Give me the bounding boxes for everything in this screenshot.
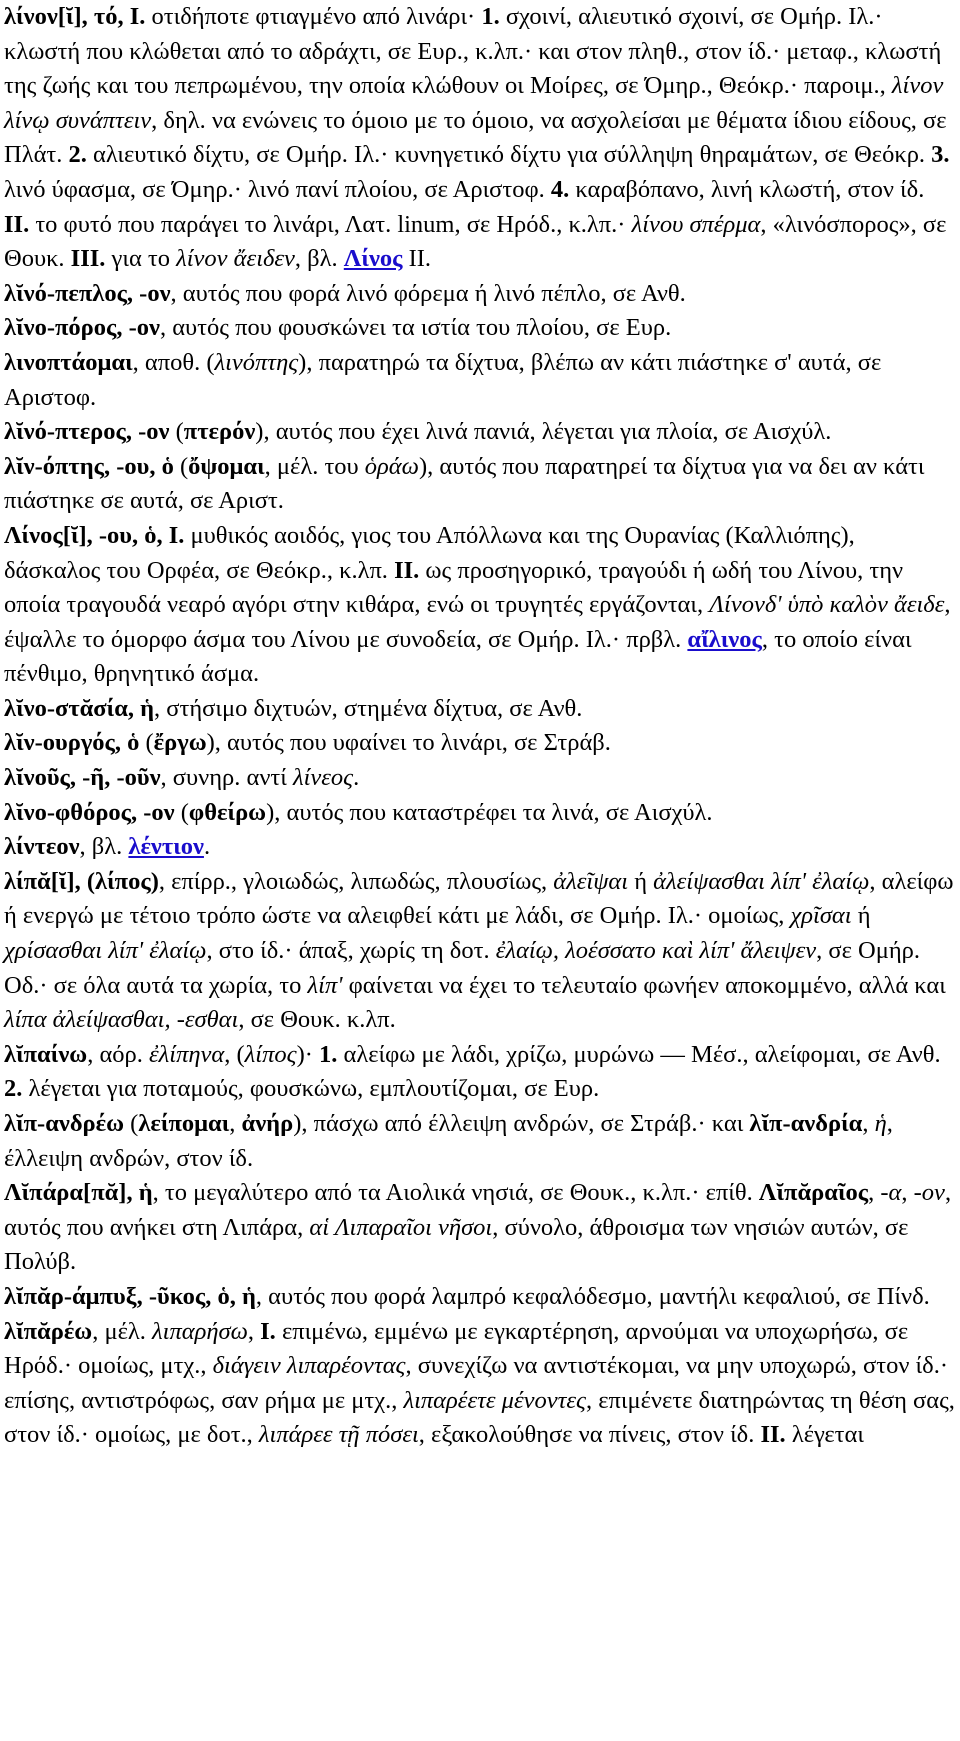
entry-headword: ἀνήρ [241, 1110, 294, 1137]
entry-headword: λῐνοῦς, -ῆ, -οῦν [4, 764, 161, 792]
entry-headword: λινοπτάομαι [4, 348, 133, 376]
entry-headword: 1. [319, 1040, 338, 1068]
dictionary-entry [4, 1107, 955, 1176]
entry-text: , αυτός που φουσκώνει τα ιστία του πλοίου, σε Ευρ. [159, 314, 672, 342]
entry-headword: λῐπαίνω [4, 1040, 88, 1068]
cross-reference-link[interactable]: Λίνος [343, 245, 403, 273]
entry-text: , μέλ. του [264, 452, 365, 480]
entry-quote: ἐλαίῳ, λοέσσατο καὶ λίπ' ἄλειψεν [495, 937, 817, 965]
entry-text: ή [851, 902, 871, 930]
entry-headword: I. [260, 1317, 276, 1345]
cross-reference-link[interactable]: αἴλινος [687, 625, 762, 653]
entry-quote: ἡ [874, 1110, 887, 1137]
entry-headword: λῐν-ουργός, ὁ [4, 729, 140, 757]
entry-headword: Λῐπᾰραῖος [758, 1179, 869, 1207]
entry-text: , βλ. [294, 245, 344, 273]
dictionary-entry [4, 277, 955, 312]
entry-quote: λιπαρέετε μένοντες [403, 1386, 586, 1414]
entry-text: ), πάσχω από έλλειψη ανδρών, σε Στράβ.· και [293, 1110, 750, 1137]
entry-headword: III. [70, 245, 106, 273]
entry-text: , σε Ομήρ. Οδ.· σε όλα αυτά τα χωρία, το [4, 937, 921, 999]
entry-text: ( [173, 452, 189, 480]
entry-quote: -α [880, 1179, 902, 1207]
entry-text: , αυτός που ανήκει στη Λιπάρα, [4, 1179, 952, 1241]
entry-text: ( [174, 798, 189, 826]
dictionary-entry [4, 1038, 955, 1107]
entry-text: , το μεγαλύτερο από τα Αιολικά νησιά, σε Θουκ., κ.λπ.· επίθ. [152, 1179, 759, 1207]
entry-text: . [203, 833, 211, 861]
entry-text: λέγεται [785, 1421, 864, 1449]
entry-text: , αυτός που φορά λαμπρό κεφαλόδεσμο, μαντήλι κεφαλιού, σε Πίνδ. [255, 1282, 930, 1310]
entry-headword: λῐπᾰρέω [4, 1317, 93, 1345]
entry-quote: λίνον ἄειδεν [176, 245, 295, 273]
entry-headword: II. [394, 556, 420, 584]
entry-headword: φθείρω [188, 798, 267, 826]
dictionary-entry [4, 830, 955, 865]
entry-text: λινό ύφασμα, σε Όμηρ.· λινό πανί πλοίου, σε Αριστοφ. [4, 175, 551, 203]
entry-headword: Λίνος[ῐ], -ου, ὁ, I. [4, 521, 185, 549]
entry-text: , [868, 1179, 881, 1207]
entry-quote: αἱ Λιπαραῖοι νῆσοι [309, 1213, 493, 1241]
entry-text: , συνεχίζω να αντιστέκομαι, να μην υποχωρώ, στον ίδ.· επίσης, αντιστρόφως, σαν ρήμα με μτχ., [4, 1352, 948, 1414]
entry-quote: λίπα ἀλείψασθαι, -εσθαι [4, 1006, 239, 1034]
entry-headword: λῐν-όπτης, -ου, ὁ [4, 452, 174, 480]
entry-text: , [247, 1317, 261, 1345]
entry-quote: λίνεος [292, 764, 354, 792]
entry-headword: 2. [68, 141, 87, 169]
entry-text: , αλείφω ή ενεργώ με τέτοιο τρόπο ώστε να αλειφθεί κάτι με λάδι, σε Ομήρ. Ιλ.· ομοίως, [4, 867, 954, 930]
entry-headword: ἔργω [153, 729, 207, 757]
entry-quote: λιπαρήσω [152, 1317, 248, 1345]
entry-quote: λίπος [244, 1040, 297, 1068]
entry-text: αλείφω με λάδι, χρίζω, μυρώνω — Μέσ., αλείφομαι, σε Ανθ. [337, 1040, 941, 1068]
dictionary-entry [4, 450, 955, 519]
entry-quote: λίνον λίνῳ συνάπτειν [4, 72, 944, 134]
dictionary-entry [4, 0, 955, 277]
entry-text: , στήσιμο διχτυών, στημένα δίχτυα, σε Ανθ. [154, 694, 583, 722]
entry-headword: λῐπ-ανδρία [749, 1110, 863, 1137]
entry-quote: ἀλείψασθαι λίπ' ἐλαίῳ [653, 867, 870, 895]
entry-text: , αυτός που φορά λινό φόρεμα ή λινό πέπλο, σε Ανθ. [170, 279, 686, 307]
entry-text: )· [296, 1040, 320, 1068]
entry-text: σχοινί, αλιευτικό σχοινί, σε Ομήρ. Ιλ.· κλωστή που κλώθεται από το αδράχτι, σε Ευρ., κ.λπ.· και στον πληθ., στον ίδ.· μεταφ., κλωστή της ζωής και του πεπρωμένου, την οποία κλώθουν οι Μοίρες, σε Όμηρ., Θεόκρ.· παροιμ., [4, 3, 942, 100]
entry-quote: διάγειν λιπαρέοντας [212, 1352, 406, 1380]
entry-headword: λῐνό-πεπλος, -ον [4, 279, 171, 307]
entry-text: για το [105, 245, 177, 273]
entry-text: , βλ. [79, 833, 129, 861]
entry-headword: πτερόν [183, 418, 256, 446]
entry-text: , έλλειψη ανδρών, στον ίδ. [4, 1110, 893, 1172]
entry-text: , αόρ. [87, 1040, 149, 1068]
entry-headword: 1. [481, 3, 500, 30]
dictionary-entry [4, 692, 955, 727]
entry-text: , [901, 1179, 914, 1207]
entry-headword: 4. [550, 175, 570, 203]
entry-text: , επίρρ., γλοιωδώς, λιπωδώς, πλουσίως, [158, 867, 554, 895]
entry-text: , αποθ. ( [132, 348, 215, 376]
entry-text: , δηλ. να ενώνεις το όμοιο με το όμοιο, να ασχολείσαι με θέματα ίδιου είδους, σε Πλάτ. [4, 106, 947, 169]
entry-text: , το οποίο είναι πένθιμο, θρηνητικό άσμα. [4, 625, 912, 688]
entry-text: λέγεται για ποταμούς, φουσκώνω, εμπλουτίζομαι, σε Ευρ. [22, 1075, 600, 1103]
entry-quote: λίνου σπέρμα [631, 210, 761, 238]
entry-headword: Λῐπάρα[πᾰ], ἡ [4, 1179, 153, 1207]
entry-quote: λίπ' [307, 971, 343, 999]
entry-text: , «λινόσπορος», σε Θουκ. [4, 210, 947, 273]
entry-quote: ἀλεῖψαι [553, 867, 629, 895]
dictionary-entry [4, 761, 955, 796]
entry-headword: λῐνο-πόρος, -ον [4, 314, 160, 342]
entry-headword: λείπομαι [138, 1110, 230, 1137]
entry-headword: λίπᾰ[ῐ], (λίπος) [4, 867, 159, 895]
entry-text: ( [139, 729, 154, 757]
dictionary-entry [4, 865, 955, 1038]
entry-quote: χρίσασθαι λίπ' ἐλαίῳ [4, 937, 207, 965]
dictionary-entry [4, 346, 955, 415]
dictionary-entry [4, 1315, 955, 1453]
entry-quote: -ον [913, 1179, 945, 1207]
entry-text: , σύνολο, άθροισμα των νησιών αυτών, σε Πολύβ. [4, 1213, 909, 1276]
entry-text: ), αυτός που καταστρέφει τα λινά, σε Αισχύλ. [266, 798, 713, 826]
entry-headword: λίντεον [4, 833, 80, 861]
entry-quote: ὁράω [364, 452, 419, 480]
entry-quote: χρῖσαι [790, 902, 852, 930]
cross-reference-link[interactable]: λέντιον [128, 833, 204, 861]
entry-text: , συνηρ. αντί [160, 764, 293, 792]
entry-headword: λῐνό-πτερος, -ον [4, 418, 170, 446]
entry-text: , ( [224, 1040, 245, 1068]
entry-text: φαίνεται να έχει το τελευταίο φωνήεν αποκομμένο, αλλά και [342, 971, 946, 999]
entry-text: το φυτό που παράγει το λινάρι, Λατ. linum, σε Ηρόδ., κ.λπ.· [29, 210, 632, 238]
entry-text: ), παρατηρώ τα δίχτυα, βλέπω αν κάτι πιάστηκε σ' αυτά, σε Αριστοφ. [4, 348, 882, 411]
entry-text: , σε Θουκ. κ.λπ. [238, 1006, 396, 1034]
dictionary-entry [4, 796, 955, 831]
entry-text: μυθικός αοιδός, γιος του Απόλλωνα και της Ουρανίας (Καλλιόπης), δάσκαλος του Ορφέα, σε Θεόκρ., κ.λπ. [4, 521, 855, 584]
dictionary-entry [4, 726, 955, 761]
entry-headword: 2. [4, 1075, 23, 1103]
entry-quote: λιπάρεε τῇ πόσει [258, 1421, 419, 1449]
dictionary-entry [4, 1176, 955, 1280]
entry-text: II. [402, 245, 432, 273]
entry-quote: Λίνονδ' ὑπὸ καλὸν ἄειδε [709, 591, 945, 619]
entry-headword: ὄψομαι [188, 452, 265, 480]
entry-text: , έψαλλε το όμορφο άσμα του Λίνου με συνοδεία, σε Ομήρ. Ιλ.· πρβλ. [4, 591, 951, 653]
entry-text: επιμένω, εμμένω με εγκαρτέρηση, αρνούμαι να υποχωρήσω, σε Ηρόδ.· ομοίως, μτχ., [4, 1317, 909, 1380]
entry-text: , επιμένετε διατηρώντας τη θέση σας, στον ίδ.· ομοίως, με δοτ., [4, 1386, 955, 1449]
entry-headword: II. [760, 1421, 786, 1449]
entry-headword: λῐνο-φθόρος, -ον [4, 798, 175, 826]
entry-text: . [353, 764, 360, 792]
entry-headword: II. [4, 210, 30, 238]
entry-text: ), αυτός που υφαίνει το λινάρι, σε Στράβ. [206, 729, 611, 757]
entry-text: οτιδήποτε φτιαγμένο από λινάρι· [151, 3, 482, 30]
entry-headword: λῐπ-ανδρέω [4, 1110, 125, 1137]
entry-headword: 3. [931, 141, 950, 169]
entry-text: καραβόπανο, λινή κλωστή, στον ίδ. [569, 175, 925, 203]
entry-headword: λῐνο-στᾰσία, ἡ [4, 694, 155, 722]
entry-headword: λίνον[ῐ], τό, I. [4, 3, 152, 30]
entry-text: , [862, 1110, 875, 1137]
dictionary-entry [4, 415, 955, 450]
entry-text: ( [169, 418, 184, 446]
entry-quote: λινόπτης [214, 348, 299, 376]
entry-text: , μέλ. [92, 1317, 153, 1345]
entry-text: , [229, 1110, 242, 1137]
entry-text: , στο ίδ.· άπαξ, χωρίς τη δοτ. [206, 937, 496, 965]
dictionary-entry [4, 519, 955, 692]
entry-headword: λῐπᾰρ-άμπυξ, -ῦκος, ὁ, ἡ [4, 1282, 256, 1310]
entry-text: , εξακολούθησε να πίνεις, στον ίδ. [418, 1421, 761, 1449]
dictionary-entry [4, 311, 955, 346]
entry-text: ), αυτός που έχει λινά πανιά, λέγεται για πλοία, σε Αισχύλ. [255, 418, 832, 446]
dictionary-entry [4, 1280, 955, 1315]
entry-text: αλιευτικό δίχτυ, σε Ομήρ. Ιλ.· κυνηγετικό δίχτυ για σύλληψη θηραμάτων, σε Θεόκρ. [86, 141, 932, 169]
entry-text: ή [628, 867, 654, 895]
entry-quote: ἐλίπηνα [149, 1040, 225, 1068]
entry-text: ως προσηγορικό, τραγούδι ή ωδή του Λίνου, την οποία τραγουδά νεαρό αγόρι στην κιθάρα, ενώ οι τρυγητές εργάζονται, [4, 556, 904, 619]
entry-text: ( [124, 1110, 139, 1137]
entry-text: ), αυτός που παρατηρεί τα δίχτυα για να δει αν κάτι πιάστηκε σε αυτά, σε Αριστ. [4, 452, 925, 515]
